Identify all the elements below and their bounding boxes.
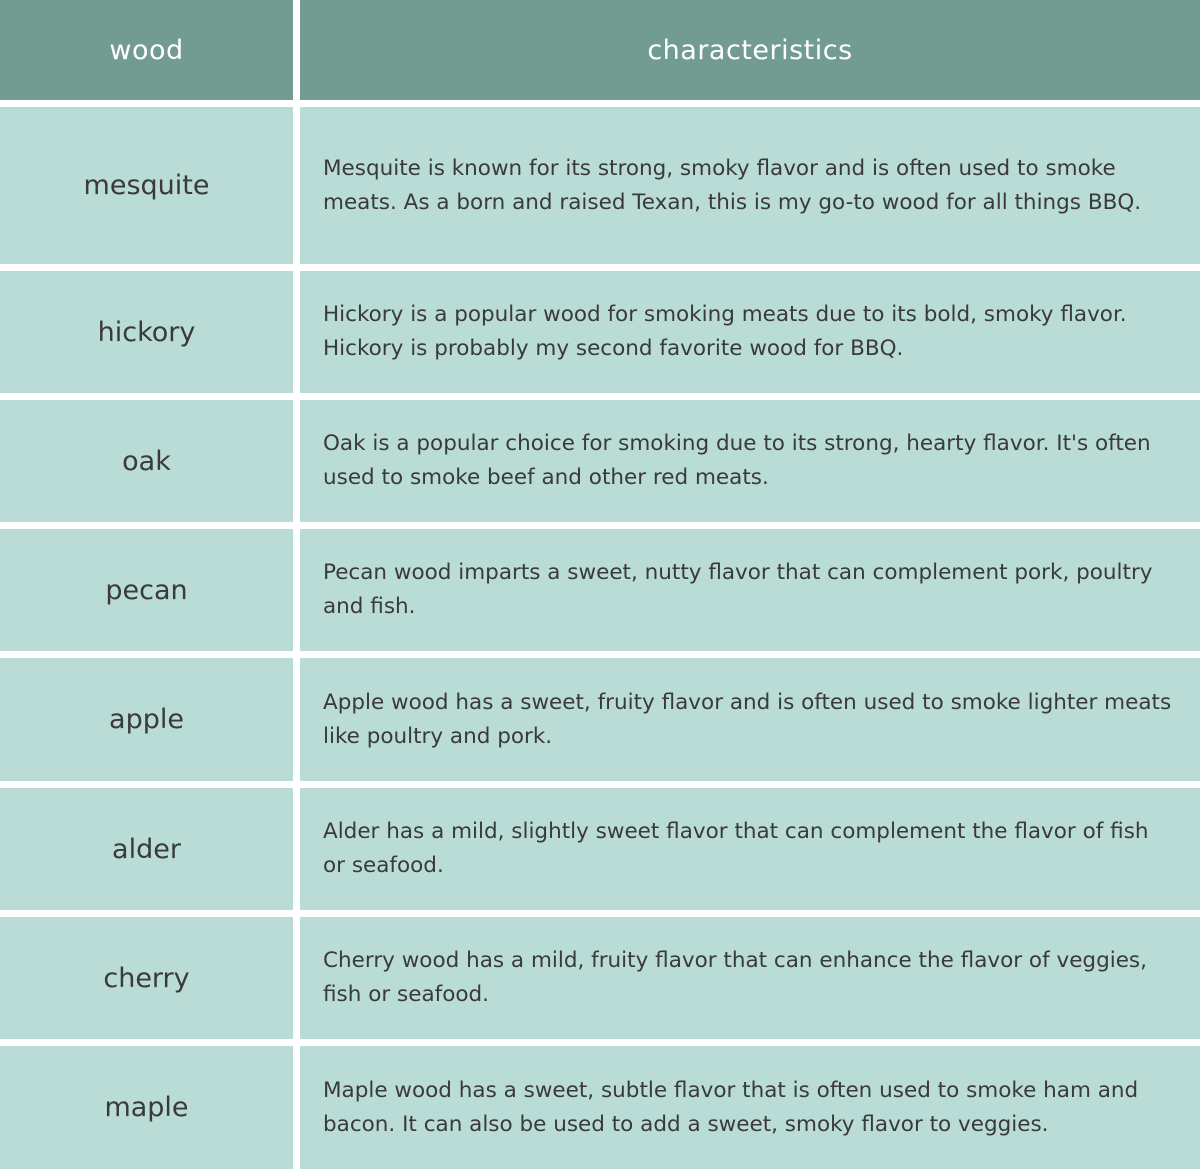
characteristics-text: Pecan wood imparts a sweet, nutty flavor that can complement pork, poultry and fish. (323, 560, 1153, 619)
table-row-characteristics (300, 271, 1200, 393)
wood-name: oak (122, 445, 171, 477)
table-row-characteristics (300, 658, 1200, 781)
table-row-wood (0, 107, 293, 264)
table-row-characteristics (300, 1046, 1200, 1169)
wood-name: pecan (105, 574, 188, 606)
characteristics-text: Oak is a popular choice for smoking due to its strong, hearty flavor. It's often used to smoke beef and other red meats. (323, 431, 1151, 490)
wood-name: cherry (103, 962, 190, 994)
table-row-wood (0, 788, 293, 910)
table-row-wood (0, 400, 293, 522)
characteristics-text: Hickory is a popular wood for smoking meats due to its bold, smoky flavor. Hickory is probably my second favorite wood for BBQ. (323, 302, 1127, 361)
table-row-wood (0, 529, 293, 651)
characteristics-text: Alder has a mild, slightly sweet flavor that can complement the flavor of fish or seafood. (323, 819, 1149, 878)
characteristics-text: Cherry wood has a mild, fruity flavor that can enhance the flavor of veggies, fish or seafood. (323, 948, 1147, 1007)
wood-name: mesquite (83, 170, 210, 201)
table-row-wood (0, 271, 293, 393)
table-row-wood (0, 1046, 293, 1169)
wood-name: alder (112, 833, 181, 865)
wood-name: hickory (97, 316, 196, 348)
table-row-characteristics (300, 529, 1200, 651)
table-row-characteristics (300, 788, 1200, 910)
table-row-characteristics (300, 107, 1200, 264)
header-wood-label: wood (109, 34, 184, 66)
table-row-characteristics (300, 400, 1200, 522)
table-row-wood (0, 658, 293, 781)
table-row-wood (0, 917, 293, 1039)
table-row-characteristics (300, 917, 1200, 1039)
wood-name: apple (109, 704, 184, 735)
characteristics-text: Maple wood has a sweet, subtle flavor that is often used to smoke ham and bacon. It can also be used to add a sweet, smoky flavor to veggies. (323, 1077, 1139, 1137)
characteristics-text: Apple wood has a sweet, fruity flavor and is often used to smoke lighter meats like poultry and pork. (323, 689, 1172, 749)
characteristics-text: Mesquite is known for its strong, smoky flavor and is often used to smoke meats. As a born and raised Texan, this is my go-to wood for all things BBQ. (323, 155, 1142, 215)
header-characteristics-label: characteristics (647, 34, 853, 66)
wood-name: maple (104, 1092, 189, 1123)
header-characteristics (300, 0, 1200, 100)
header-wood (0, 0, 293, 100)
